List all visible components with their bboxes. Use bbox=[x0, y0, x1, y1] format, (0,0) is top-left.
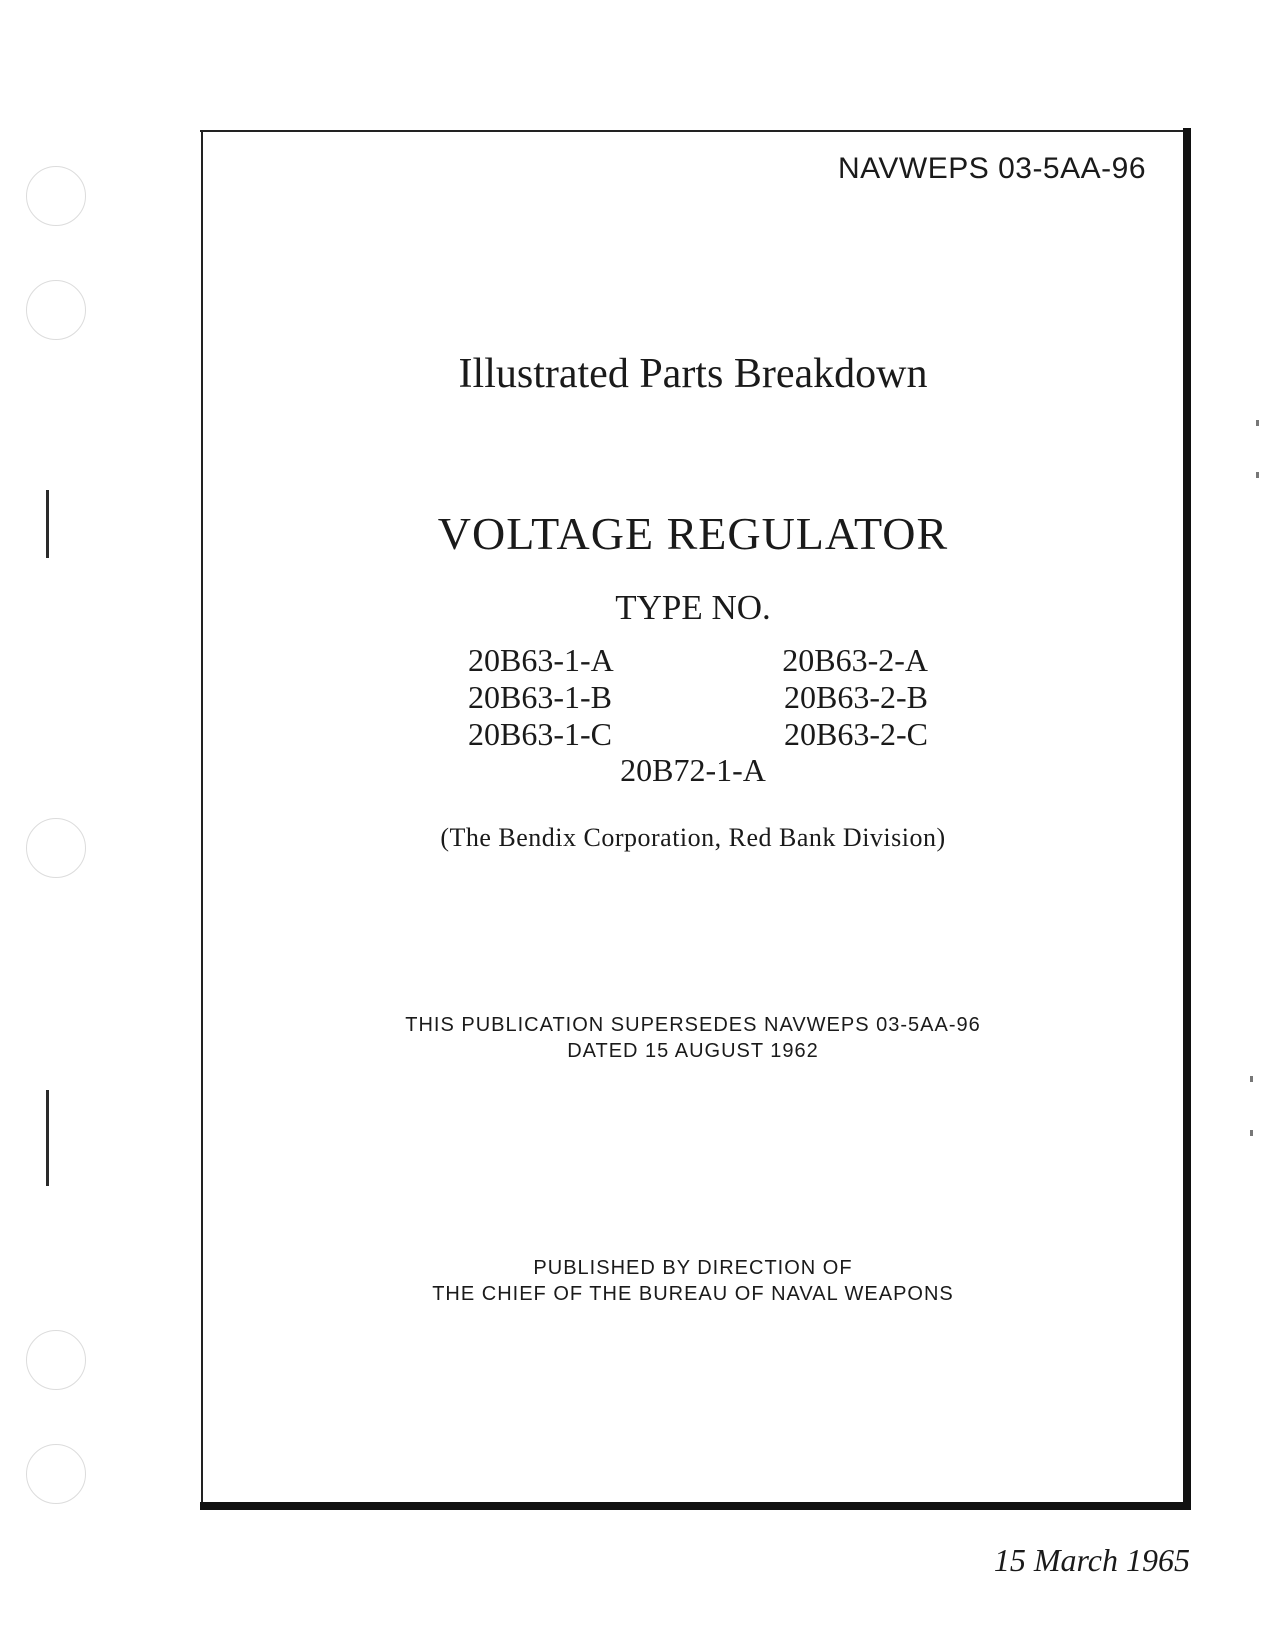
binder-hole bbox=[26, 818, 86, 878]
published-by-line: THE CHIEF OF THE BUREAU OF NAVAL WEAPONS bbox=[432, 1283, 954, 1305]
supersedes-line: THIS PUBLICATION SUPERSEDES NAVWEPS 03-5AA-96 bbox=[405, 1014, 981, 1036]
supersedes-notice bbox=[203, 1012, 1183, 1064]
staple-mark bbox=[46, 1090, 49, 1186]
scan-speck bbox=[1250, 1130, 1253, 1136]
manufacturer: (The Bendix Corporation, Red Bank Division) bbox=[440, 823, 946, 852]
scan-speck bbox=[1256, 472, 1259, 478]
document-number: NAVWEPS 03-5AA-96 bbox=[837, 152, 1146, 185]
type-number: 20B63-1-A bbox=[468, 642, 614, 678]
type-number-list bbox=[468, 642, 928, 753]
equipment-subject: VOLTAGE REGULATOR bbox=[437, 508, 949, 559]
publication-date: 15 March 1965 bbox=[993, 1542, 1190, 1578]
type-number-row bbox=[468, 679, 928, 716]
scan-speck bbox=[1256, 420, 1259, 426]
type-number-row bbox=[468, 642, 928, 679]
type-number: 20B63-2-B bbox=[784, 679, 928, 715]
supersedes-line: DATED 15 AUGUST 1962 bbox=[567, 1040, 819, 1062]
type-number: 20B63-1-B bbox=[468, 679, 612, 715]
scan-speck bbox=[1250, 1076, 1253, 1082]
binder-hole bbox=[26, 1444, 86, 1504]
frame-right-rule bbox=[1183, 128, 1191, 1510]
type-number: 20B72-1-A bbox=[620, 752, 766, 788]
published-by-line: PUBLISHED BY DIRECTION OF bbox=[533, 1257, 853, 1279]
staple-mark bbox=[46, 490, 49, 558]
frame-bottom-rule bbox=[200, 1502, 1191, 1510]
binder-hole bbox=[26, 280, 86, 340]
publication-title: Illustrated Parts Breakdown bbox=[458, 351, 928, 397]
published-by bbox=[203, 1255, 1183, 1307]
type-number-row bbox=[468, 716, 928, 753]
type-number: 20B63-2-C bbox=[784, 716, 928, 752]
type-number: 20B63-2-A bbox=[782, 642, 928, 678]
binder-hole bbox=[26, 166, 86, 226]
binder-hole bbox=[26, 1330, 86, 1390]
type-number: 20B63-1-C bbox=[468, 716, 612, 752]
frame-top-rule bbox=[200, 130, 1190, 132]
type-label: TYPE NO. bbox=[615, 588, 771, 627]
